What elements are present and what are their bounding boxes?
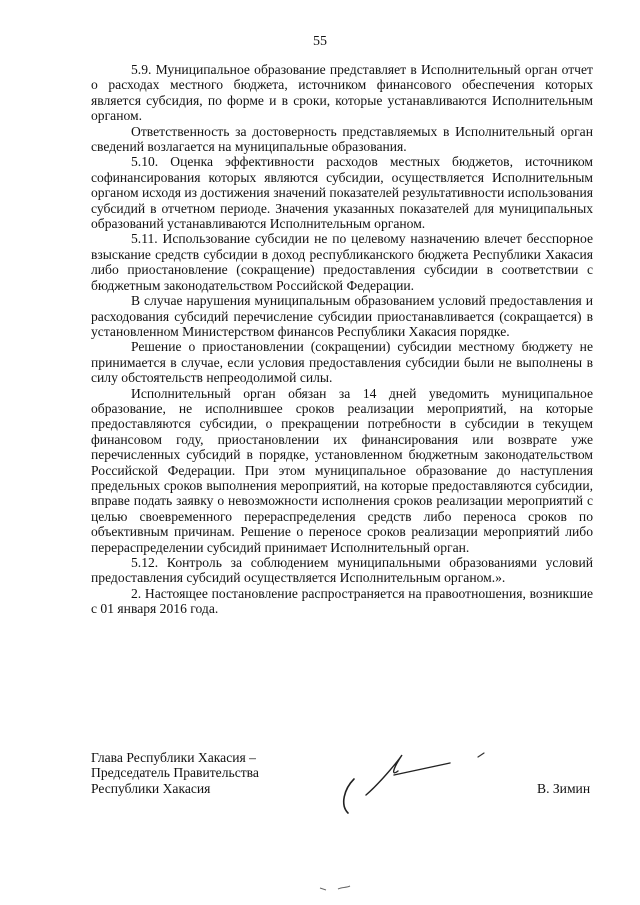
paragraph-2: 2. Настоящее постановление распространяется на правоотношения, возникшие с 01 января 2016 года.: [91, 585, 593, 617]
paragraph-suspension-decision: Решение о приостановлении (сокращении) субсидии местному бюджету не принимается в случае, если условия предоставления субсидии были не выполнены в силу обстоятельств непреодолимой силы.: [91, 339, 593, 386]
signatory-title-line-3: Республики Хакасия: [91, 780, 211, 796]
page-number: 55: [313, 34, 327, 49]
signatory-title-line-2: Председатель Правительства: [91, 765, 259, 781]
paragraph-5-11: 5.11. Использование субсидии не по целевому назначению влечет бесспорное взыскание средств субсидии в доход республиканского бюджета Республики Хакасия либо приостановление (сокращение) предоставления субсидии в соответствии с бюджетным законодательством Российской Федерации.: [91, 231, 593, 293]
paragraph-notification: Исполнительный орган обязан за 14 дней уведомить муниципальное образование, не исполнившее сроков реализации мероприятий, на которые предоставляются субсидии, о прекращении потребности в субсидии в текущем финансовом году, приостановлении их финансирования или возврате уже перечисленных субсидий в порядке, установленном бюджетным законодательством Российской Федерации. При этом муниципальное образование до наступления предельных сроков выполнения мероприятий, на которые предоставляются субсидии, вправе подать заявку о невозможности исполнения сроков реализации мероприятий с целью своевременного перераспределения средств либо переноса сроков по объективным причинам. Решение о переносе сроков реализации мероприятий либо перераспределении субсидий принимает Исполнительный орган.: [91, 385, 593, 555]
paragraph-5-12: 5.12. Контроль за соблюдением муниципальными образованиями условий предоставления субсидий осуществляется Исполнительным органом.».: [91, 555, 593, 586]
signer-name: В. Зимин: [537, 781, 591, 796]
paragraph-violation: В случае нарушения муниципальным образованием условий предоставления и расходования субсидий перечисление субсидии приостанавливается (сокращается) в установленном Министерством финансов Республики Хакасия порядке.: [91, 293, 593, 339]
paragraph-5-9: 5.9. Муниципальное образование представляет в Исполнительный орган отчет о расходах местного бюджета, источником финансового обеспечения которых является субсидия, по форме и в сроки, которые устанавливаются Исполнительным органом.: [91, 62, 593, 124]
document-body: [91, 62, 593, 617]
scan-mark: [316, 882, 356, 896]
signature-block: [91, 750, 259, 796]
paragraph-5-10: 5.10. Оценка эффективности расходов местных бюджетов, источником софинансирования которых являются субсидии, осуществляется Исполнительным органом исходя из достижения значений показателей результативности использования субсидий в отчетном периоде. Значения указанных показателей для муниципальных образований устанавливаются Исполнительным органом.: [91, 154, 594, 232]
paragraph-responsibility: Ответственность за достоверность представляемых в Исполнительный орган сведений возлагается на муниципальные образования.: [91, 123, 593, 155]
handwritten-signature: [332, 747, 492, 827]
signatory-title-line-1: Глава Республики Хакасия –: [91, 750, 256, 765]
